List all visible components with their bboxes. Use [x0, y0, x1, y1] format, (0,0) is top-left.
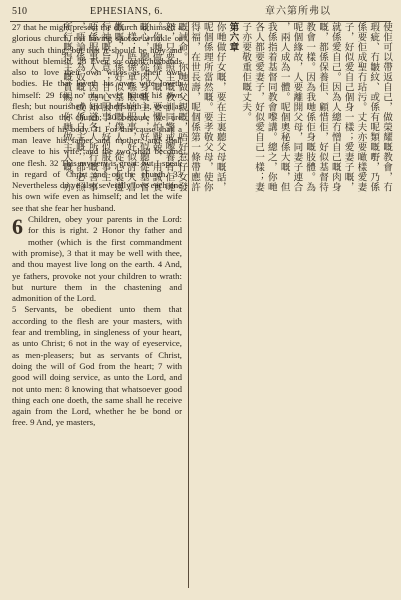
cjk-line: 嘅誡命。你哋做父親嘅，唔好惹仔女發 [176, 22, 188, 192]
cjk-line: 你哋做仔女嘅，要在主裏聽父母嘅話， [214, 22, 226, 192]
chapter-number: 6 [12, 214, 23, 240]
cjk-line: ，兩人成為一體。呢個奧秘係大嘅，但 [278, 22, 290, 192]
cjk-line: 怒，只要照主嘅教訓同警戒嚟養育佢哋 [163, 22, 175, 192]
cjk-line: 得福，在世長壽，呢個係第一條帶應許 [189, 22, 201, 192]
chapter-6-verses-1-4: Children, obey your parents in the Lord: for this is right. 2 Honor thy father and mother (which is the first commandment with promise), 3 that it may be well with thee, and thou mayest live long on the earth. 4 And, ye fathers, provoke not your children to wrath: but nurture them in the chastening and admonition of the Lord. [12, 214, 182, 304]
cjk-line: 教會一樣。因為我哋係佢身嘅肢體。為 [304, 22, 316, 192]
cjk-line: 唔係服事人。因為知道各人所行嘅善事 [86, 22, 98, 192]
cjk-line: 我係指着基督同教會嚟講。總之，你哋 [265, 22, 277, 192]
cjk-line: 子，好似愛自己個身一樣；愛妻子嘅， [342, 22, 354, 192]
cjk-line: 所行嘅得主嘅賞賜。你哋做主人嘅，亦 [61, 22, 73, 192]
paragraph-servants: 5 Servants, be obedient unto them that according to the flesh are your masters, with fear and trembling, in singleness of your heart, as unto Christ; 6 not in the way of eyeservice, as men-pleasers; but as servants of Christ, doing the will of God from the heart; 7 with good will doing service, as unto the Lord, and not unto men: 8 knowing that whatsoever good thing each one doeth, the same shall he receive again from the Lord, whether he be bond or free. 9 And, ye masters, [12, 304, 182, 428]
paragraph-ch5-end: 27 that he might present the church to himself a glorious church, not having spot or wrinkle or any such thing; but that it should be holy and without blemish. 28 Even so ought husbands also to love their own wives as their own bodies. He that loveth his own wife loveth himself: 29 for no man ever hated his own flesh; but nourisheth and cherisheth it, even as Christ also the church; 30 because we are members of his body. 31 For this cause shall a man leave his father and mother, and shall cleave to his wife; and the two shall become one flesh. 32 This mystery is great: but I speak in regard of Christ and of the church. 33 Nevertheless do ye also severally love each one his own wife even as himself; and let the wife see that she fear her husband. [12, 22, 182, 213]
page-number: 510 [12, 6, 27, 17]
cjk-line: 使佢可以帶返自己，做榮耀嘅教會，冇 [381, 22, 392, 192]
cjk-line: 嘅，都係保養佢、顧惜佢，好似基督待 [317, 22, 329, 192]
cjk-line: 行神嘅旨意；甘心服事，好似服事主， [99, 22, 111, 192]
cjk-line: ，唔論係為奴嘅，或係自主嘅，都必照 [73, 22, 85, 192]
cjk-line: 子亦要敬重佢嘅丈夫。 [240, 22, 252, 122]
cjk-line: 就係愛自己。因為人總冇憎自己嘅肉身 [329, 22, 341, 192]
cjk-line: 一樣；唔係單喺眼前服事，好似討人喜 [125, 22, 137, 192]
cjk-line: 嘅心，聽從肉身嘅主人，好似聽從基督 [137, 22, 149, 192]
cjk-line: 瑕疵、冇皺紋、或係有呢類嘅嘢，乃係 [368, 22, 380, 192]
book-title: EPHESIANS, 6. [90, 6, 163, 17]
cjk-chapter-heading: 第六章 [227, 22, 239, 52]
page-header [10, 4, 391, 20]
cjk-line: 。你哋做僕人嘅，要懼怕戰兢，用誠實 [150, 22, 162, 192]
cjk-line: 呢個緣故，人要離開父母，同妻子連合 [291, 22, 303, 192]
cjk-line: 係要佢成聖冇玷污。丈夫亦要噉樣愛妻 [355, 22, 367, 192]
cjk-line: 歡嘅，乃係好似基督嘅僕人，從心裏遵 [112, 22, 124, 192]
cjk-running-title: 章六第所弗以 [265, 6, 331, 17]
cjk-line: 呢個係理所當然嘅。要孝敬父母，使你 [201, 22, 213, 192]
cjk-line: 各人都要愛妻子，好似愛自己一樣；妻 [253, 22, 265, 192]
